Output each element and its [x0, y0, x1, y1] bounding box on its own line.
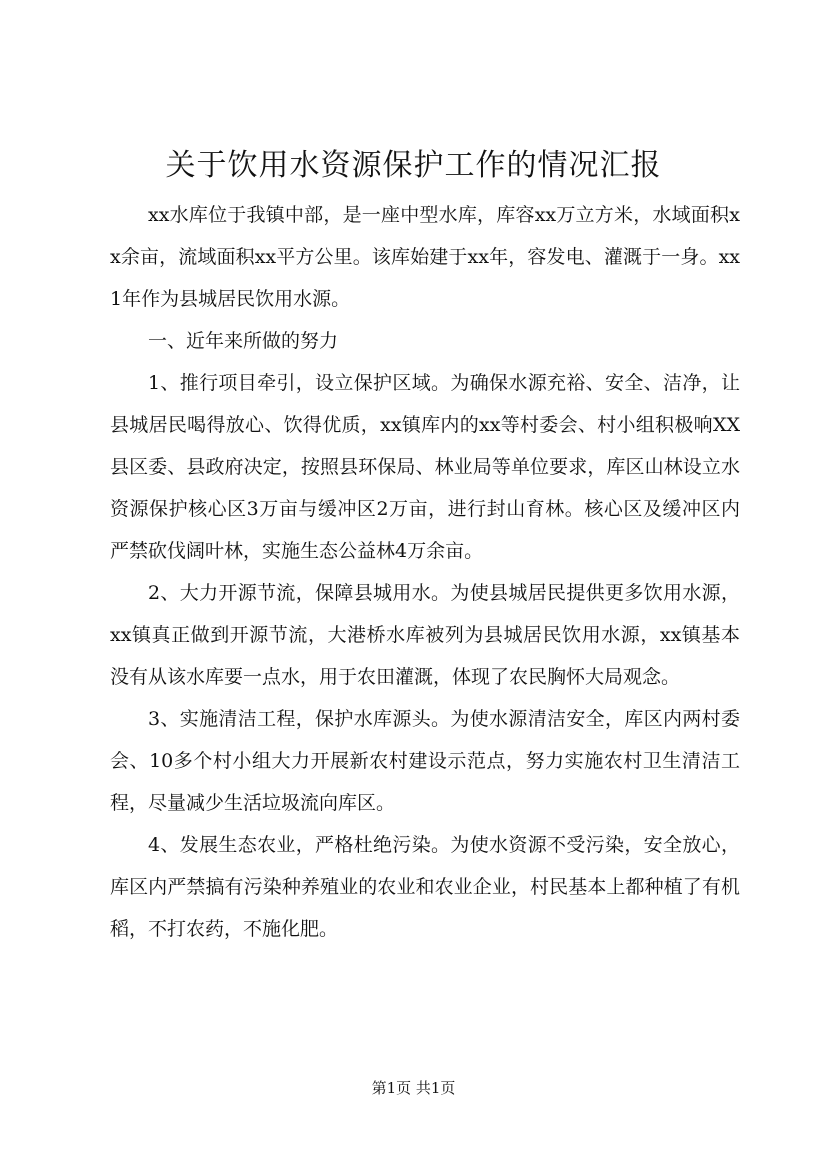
- document-title: 关于饮用水资源保护工作的情况汇报: [165, 148, 662, 183]
- section-heading: 一、近年来所做的努力: [148, 330, 339, 352]
- paragraph-item-1: 1、推行项目牵引，设立保护区域。为确保水源充裕、安全、洁净，让县城居民喝得放心、饮得优质，xx镇库内的xx等村委会、村小组积极响XX县区委、县政府决定，按照县环保局、林业局等单位要求，库区山林设立水资源保护核心区3万亩与缓冲区2万亩，进行封山育林。核心区及缓冲区内严禁砍伐阔叶林，实施生态公益林4万余亩。: [110, 372, 740, 562]
- paragraph-item-4: 4、发展生态农业，严格杜绝污染。为使水资源不受污染，安全放心，库区内严禁搞有污染种养殖业的农业和农业企业，村民基本上都种植了有机稻，不打农药，不施化肥。: [110, 834, 740, 940]
- page-footer: 第1页 共1页: [371, 1079, 456, 1097]
- paragraph-item-2: 2、大力开源节流，保障县城用水。为使县城居民提供更多饮用水源，xx镇真正做到开源节流，大港桥水库被列为县城居民饮用水源，xx镇基本没有从该水库要一点水，用于农田灌溉，体现了农民胸怀大局观念。: [110, 582, 740, 688]
- paragraph-item-3: 3、实施清洁工程，保护水库源头。为使水源清洁安全，库区内两村委会、10多个村小组大力开展新农村建设示范点，努力实施农村卫生清洁工程，尽量减少生活垃圾流向库区。: [110, 708, 740, 814]
- paragraph-intro: xx水库位于我镇中部，是一座中型水库，库容xx万立方米，水域面积xx余亩，流域面积xx平方公里。该库始建于xx年，容发电、灌溉于一身。xx1年作为县城居民饮用水源。: [110, 204, 740, 310]
- document-body: [110, 194, 740, 950]
